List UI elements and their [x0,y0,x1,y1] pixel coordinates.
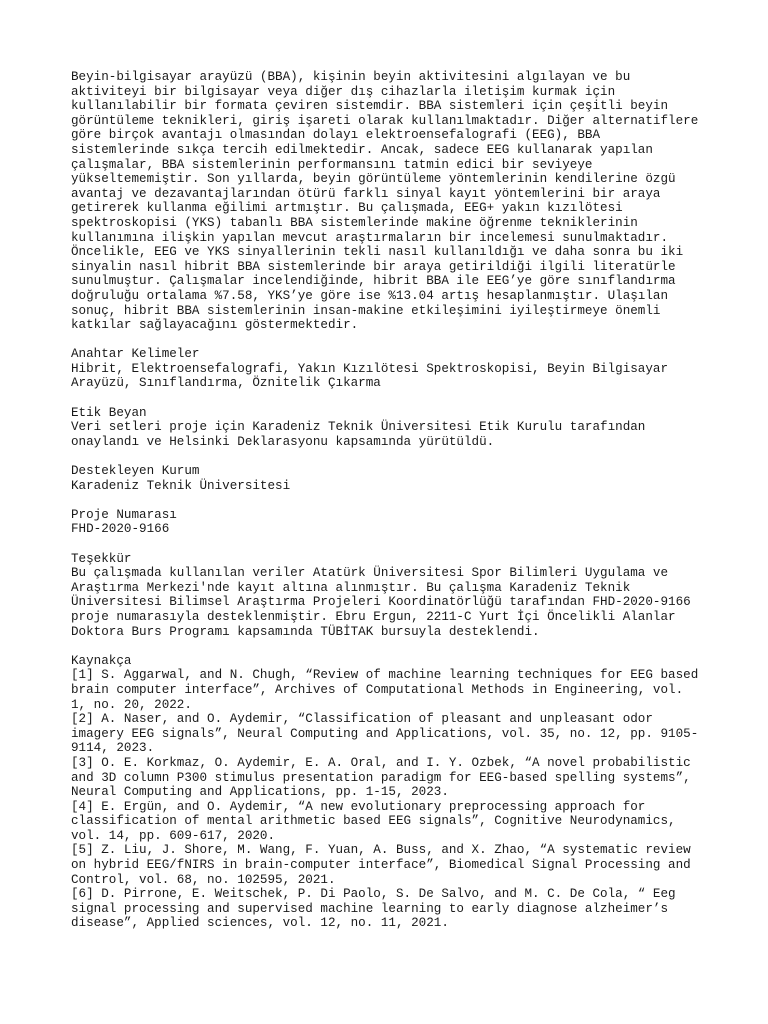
reference-item [71,843,711,887]
reference-item [71,712,711,756]
acknowledgement-line: Üniversitesi Bilimsel Araştırma Projeleri Koordinatörlüğü tarafından FHD-2020-9166 [71,595,691,610]
reference-list [71,668,711,931]
reference-line: [5] Z. Liu, J. Shore, M. Wang, F. Yuan, A. Buss, and X. Zhao, “A systematic review [71,843,691,858]
keywords-line: Arayüzü, Sınıflandırma, Öznitelik Çıkarma [71,376,381,391]
abstract-line: avantaj ve dezavantajlarından ötürü farklı sinyal kayıt yöntemlerini bir araya [71,186,661,201]
abstract-line: sinyalin nasıl hibrit BBA sistemlerinde bir araya getirildiği ilgili literatürle [71,259,676,274]
acknowledgement-heading: Teşekkür [71,551,132,566]
abstract-paragraph [71,70,711,333]
reference-line: Neural Computing and Applications, pp. 1-15, 2023. [71,785,449,800]
reference-line: on hybrid EEG/fNIRS in brain-computer interface”, Biomedical Signal Processing and [71,858,691,873]
abstract-line: sonuç, hibrit BBA sistemlerinin insan-makine etkileşimini iyileştirmeye önemli [71,303,661,318]
reference-line: vol. 14, pp. 609-617, 2020. [71,828,276,843]
funding-heading: Destekleyen Kurum [71,464,200,479]
project-heading: Proje Numarası [71,507,177,522]
abstract-line: sunulmuştur. Çalışmalar incelendiğinde, hibrit BBA ile EEG’ye göre sınıflandırma [71,274,676,289]
reference-line: [1] S. Aggarwal, and N. Chugh, “Review of machine learning techniques for EEG based [71,668,699,683]
reference-item [71,887,711,931]
reference-line: 1, no. 20, 2022. [71,697,192,712]
abstract-line: spektroskopisi (YKS) tabanlı BBA sistemlerinde makine öğrenme tekniklerinin [71,215,638,230]
abstract-line: Öncelikle, EEG ve YKS sinyallerinin tekli nasıl kullanıldığı ve daha sonra bu iki [71,245,684,260]
acknowledgement-line: Bu çalışmada kullanılan veriler Atatürk Üniversitesi Spor Bilimleri Uygulama ve [71,566,669,581]
abstract-line: kullanılabilir bir formata çeviren sistemdir. BBA sistemleri için çeşitli beyin [71,99,669,114]
acknowledgement-section [71,552,711,640]
keywords-line: Hibrit, Elektroensefalografi, Yakın Kızılötesi Spektroskopisi, Beyin Bilgisayar [71,361,669,376]
references-section [71,654,711,931]
ethics-line: Veri setleri proje için Karadeniz Teknik Üniversitesi Etik Kurulu tarafından [71,420,646,435]
keywords-heading: Anahtar Kelimeler [71,347,200,362]
acknowledgement-line: proje numarasıyla desteklenmiştir. Ebru Ergun, 2211-C Yurt İçi Öncelikli Alanlar [71,609,676,624]
abstract-line: yükseltememiştir. Son yıllarda, beyin görüntüleme yöntemlerinin kendilerine özgü [71,172,676,187]
reference-line: 9114, 2023. [71,741,155,756]
reference-line: disease”, Applied sciences, vol. 12, no. 11, 2021. [71,916,449,931]
reference-line: [6] D. Pirrone, E. Weitschek, P. Di Paolo, S. De Salvo, and M. C. De Cola, “ Eeg [71,887,676,902]
abstract-line: göre birçok avantajı olmasından dolayı elektroensefalografi (EEG), BBA [71,128,601,143]
reference-line: imagery EEG signals”, Neural Computing and Applications, vol. 35, no. 12, pp. 9105- [71,726,699,741]
reference-line: [4] E. Ergün, and O. Aydemir, “A new evolutionary preprocessing approach for [71,799,646,814]
funding-institution: Karadeniz Teknik Üniversitesi [71,478,291,493]
reference-line: brain computer interface”, Archives of Computational Methods in Engineering, vol. [71,682,684,697]
abstract-line: görüntüleme teknikleri, giriş işareti olarak kullanılmaktadır. Diğer alternatiflere [71,113,699,128]
project-section [71,508,711,537]
acknowledgement-line: Doktora Burs Programı kapsamında TÜBİTAK bursuyla desteklendi. [71,624,540,639]
reference-line: [3] O. E. Korkmaz, O. Aydemir, E. A. Oral, and I. Y. Ozbek, “A novel probabilistic [71,755,691,770]
funding-section [71,464,711,493]
abstract-line: aktiviteyi bir bilgisayar veya diğer dış cihazlarla iletişim kurmak için [71,84,616,99]
reference-item [71,756,711,800]
document-page [71,70,711,946]
ethics-section [71,406,711,450]
reference-line: Control, vol. 68, no. 102595, 2021. [71,872,336,887]
abstract-line: katkılar sağlayacağını göstermektedir. [71,318,359,333]
abstract-line: Beyin-bilgisayar arayüzü (BBA), kişinin beyin aktivitesini algılayan ve bu [71,70,631,84]
ethics-heading: Etik Beyan [71,405,147,420]
reference-line: and 3D column P300 stimulus presentation paradigm for EEG-based spelling systems”, [71,770,691,785]
abstract-line: doğruluğu ortalama %7.58, YKS’ye göre ise %13.04 artış hesaplanmıştır. Ulaşılan [71,288,669,303]
acknowledgement-line: Araştırma Merkezi'nde kayıt altına alınmıştır. Bu çalışma Karadeniz Teknik [71,580,631,595]
project-number: FHD-2020-9166 [71,522,170,537]
reference-line: classification of mental arithmetic based EEG signals”, Cognitive Neurodynamics, [71,814,676,829]
abstract-line: sistemlerinde sıkça tercih edilmektedir. Ancak, sadece EEG kullanarak yapılan [71,142,653,157]
ethics-line: onaylandı ve Helsinki Deklarasyonu kapsamında yürütüldü. [71,434,495,449]
reference-line: signal processing and supervised machine learning to early diagnose alzheimer’s [71,901,669,916]
abstract-line: kullanımına ilişkin yapılan mevcut araştırmaların bir incelemesi sunulmaktadır. [71,230,669,245]
reference-item [71,668,711,712]
reference-item [71,800,711,844]
reference-line: [2] A. Naser, and O. Aydemir, “Classification of pleasant and unpleasant odor [71,712,653,727]
abstract-line: getirerek kullanma eğilimi artmıştır. Bu çalışmada, EEG+ yakın kızılötesi [71,201,623,216]
references-heading: Kaynakça [71,653,132,668]
abstract-line: çalışmalar, BBA sistemlerinin performansını tatmin edici bir seviyeye [71,157,593,172]
keywords-section [71,347,711,391]
